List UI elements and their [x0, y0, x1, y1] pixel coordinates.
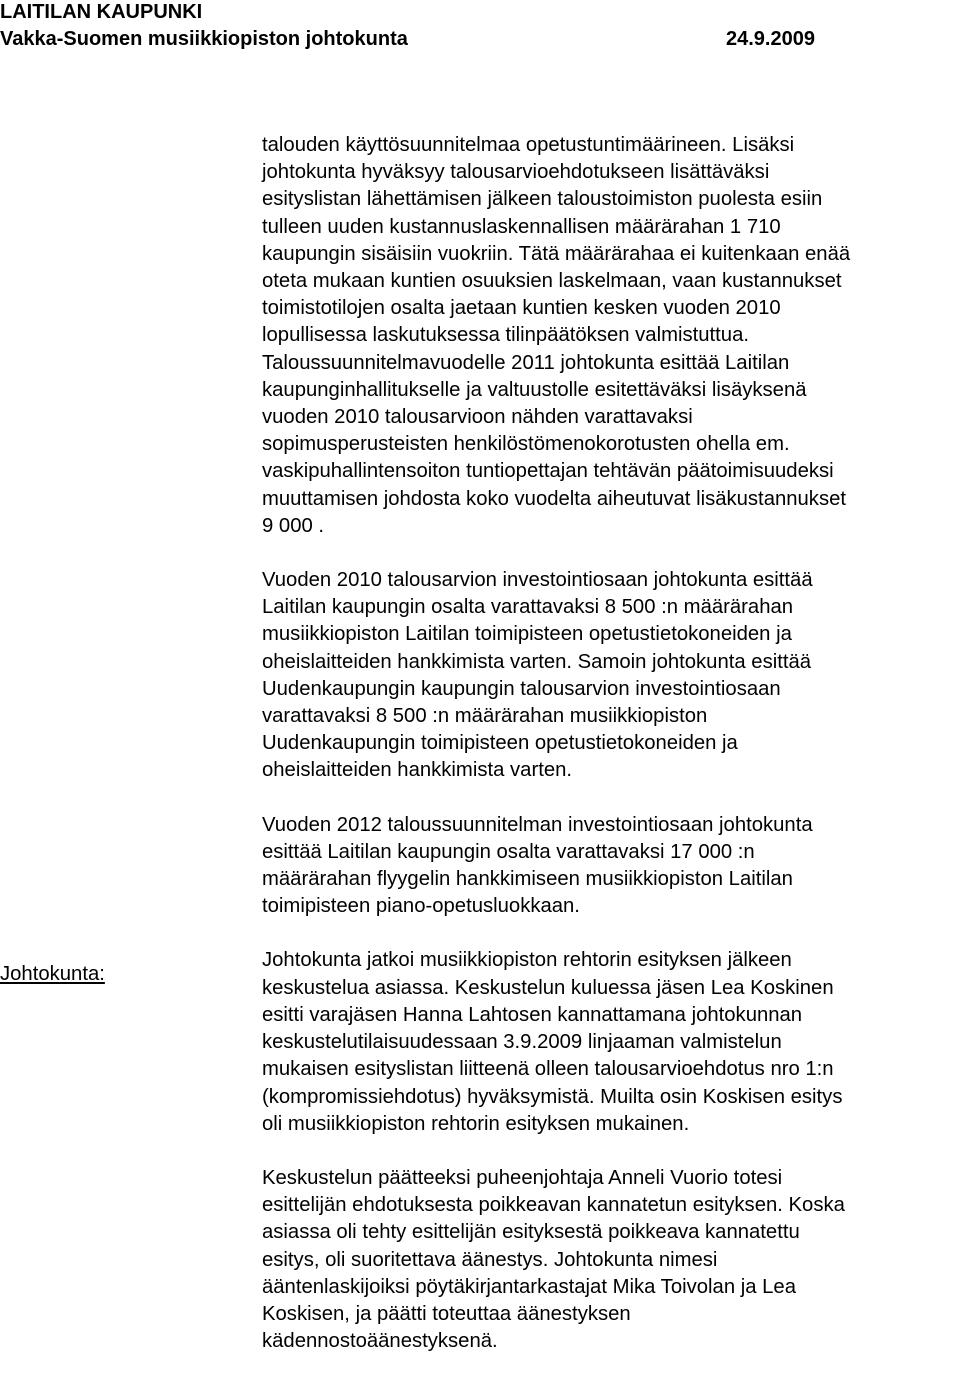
paragraph-investment-2012: Vuoden 2012 taloussuunnitelman investointiosaan johtokunta esittää Laitilan kaupungin osalta varattavaksi 17 000 :n määrärahan flyygelin hankkimiseen musiikkiopiston Laitilan toimipisteen piano-opetusluokkaan.	[262, 813, 813, 918]
section-label-johtokunta: Johtokunta:	[0, 963, 105, 985]
paragraph-investment-2010: Vuoden 2010 talousarvion investointiosaan johtokunta esittää Laitilan kaupungin osalta varattavaksi 8 500 :n määrärahan musiikkiopiston Laitilan toimipisteen opetustietokoneiden ja oheislaitteiden hankkimista varten. Samoin johtokunta esittää Uudenkaupungin kaupungin talousarvion investointiosaan varattavaksi 8 500 :n määrärahan musiikkiopiston Uudenkaupungin toimipisteen opetustietokoneiden ja oheislaitteiden hankkimista varten.	[262, 569, 813, 782]
paragraph-spacer	[262, 785, 954, 812]
document-body	[262, 132, 954, 1355]
document-date: 24.9.2009	[726, 28, 815, 50]
paragraph-spacer	[262, 920, 954, 947]
paragraph-spacer	[262, 540, 954, 567]
organization-name: LAITILAN KAUPUNKI	[0, 1, 203, 23]
board-name: Vakka-Suomen musiikkiopiston johtokunta	[0, 28, 408, 50]
paragraph-budget-plan: talouden käyttösuunnitelmaa opetustuntimäärineen. Lisäksi johtokunta hyväksyy talousarvioehdotukseen lisättäväksi esityslistan lähettämisen jälkeen taloustoimiston puolesta esiin tulleen uuden kustannuslaskennallisen määrärahan 1 710 kaupungin sisäisiin vuokriin. Tätä määrärahaa ei kuitenkaan enää oteta mukaan kuntien osuuksien laskelmaan, vaan kustannukset toimistotilojen osalta jaetaan kuntien kesken vuoden 2010 lopullisessa laskutuksessa tilinpäätöksen valmistuttua. Taloussuunnitelmavuodelle 2011 johtokunta esittää Laitilan kaupunginhallitukselle ja valtuustolle esitettäväksi lisäyksenä vuoden 2010 talousarvioon nähden varattavaksi sopimusperusteisten henkilöstömenokorotusten ohella em. vaskipuhallintensoiton tuntiopettajan tehtävän päätoimisuudeksi muuttamisen johdosta koko vuodelta aiheutuvat lisäkustannukset 9 000 .	[262, 134, 851, 537]
paragraph-vote: Keskustelun päätteeksi puheenjohtaja Anneli Vuorio totesi esittelijän ehdotuksesta poikkeavan kannatetun esityksen. Koska asiassa oli tehty esittelijän esityksestä poikkeava kannatettu esitys, oli suoritettava äänestys. Johtokunta nimesi ääntenlaskijoiksi pöytäkirjantarkastajat Mika Toivolan ja Lea Koskisen, ja päätti toteuttaa äänestyksen kädennostoäänestyksenä.	[262, 1166, 845, 1353]
paragraph-spacer	[262, 1138, 954, 1165]
paragraph-board-discussion: Johtokunta jatkoi musiikkiopiston rehtorin esityksen jälkeen keskustelua asiassa. Keskustelun kuluessa jäsen Lea Koskinen esitti varajäsen Hanna Lahtosen kannattamana johtokunnan keskustelutilaisuudessaan 3.9.2009 linjaaman valmistelun mukaisen esityslistan liitteenä olleen talousarvioehdotus nro 1:n (kompromissiehdotus) hyväksymistä. Muilta osin Koskisen esitys oli musiikkiopiston rehtorin esityksen mukainen.	[262, 949, 843, 1135]
